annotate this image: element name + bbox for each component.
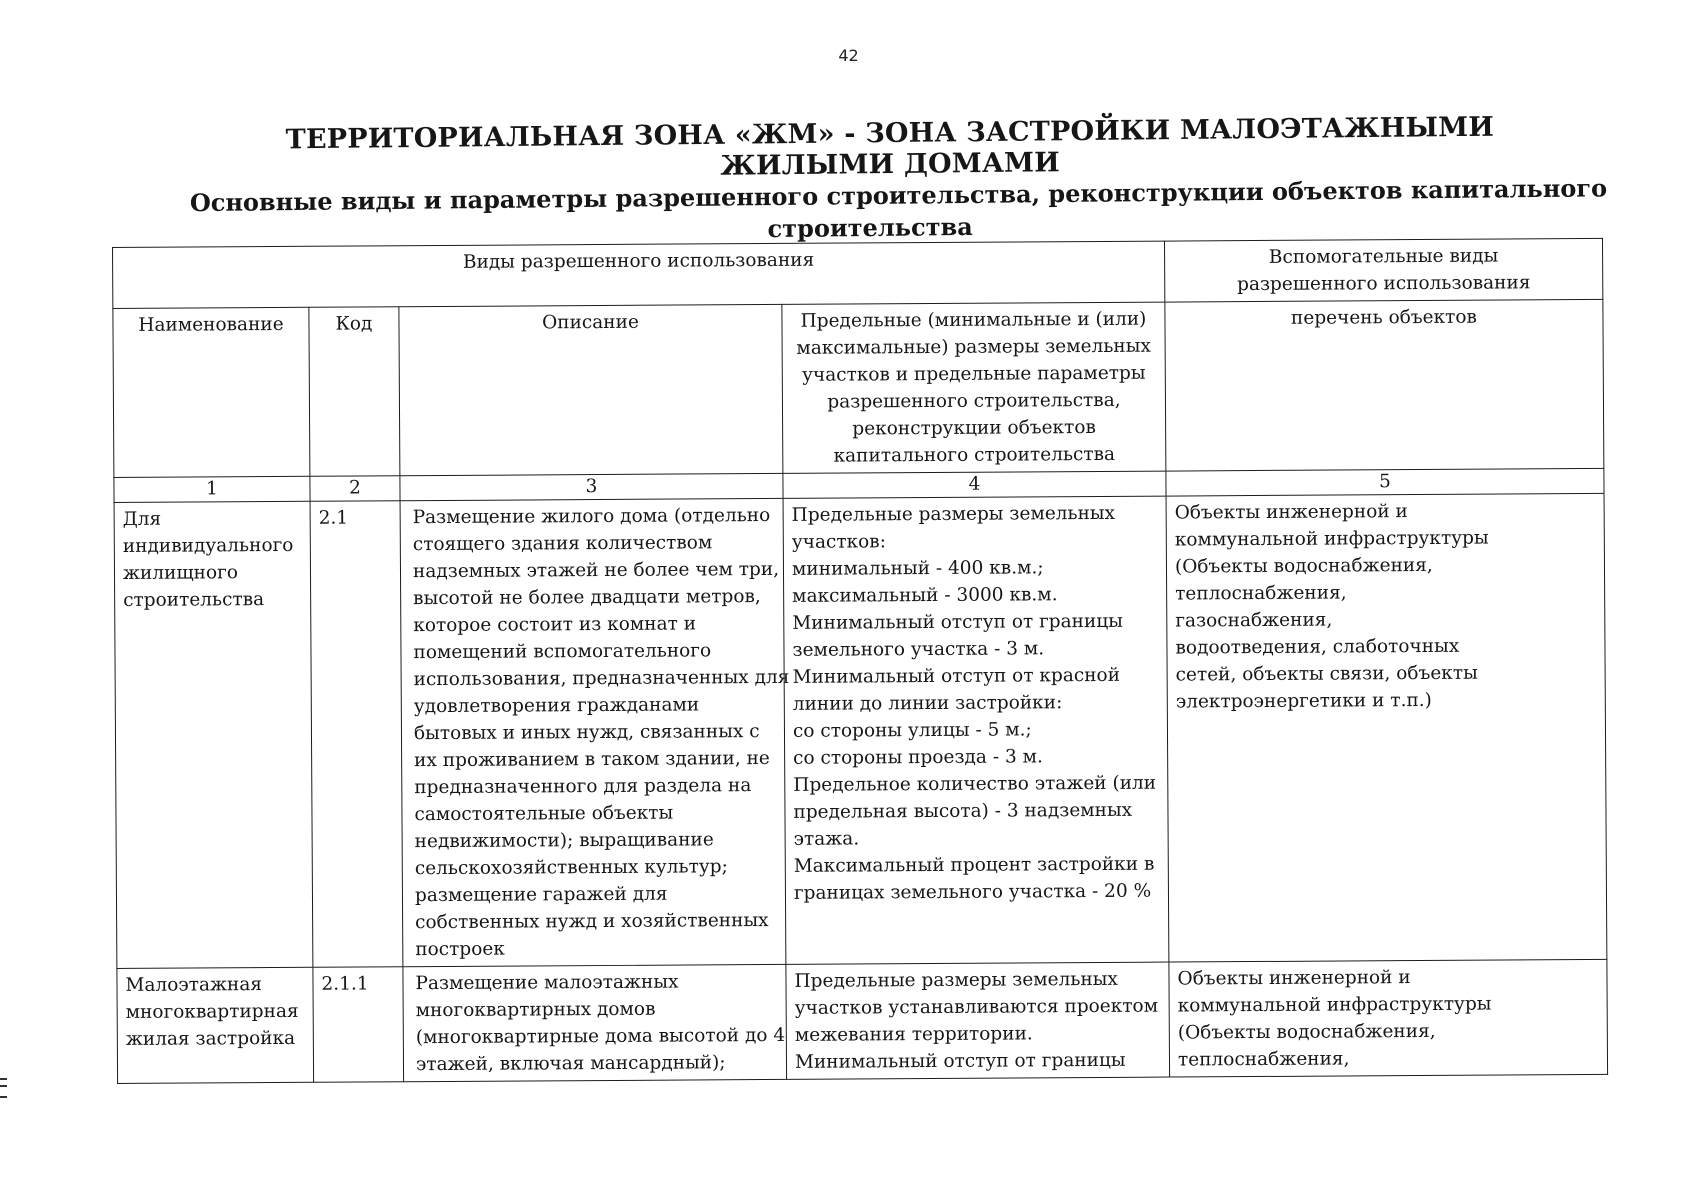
subtitle-line: строительства <box>767 211 973 244</box>
row-aux-cell <box>1169 959 1608 1077</box>
row-limits-line: линии до линии застройки: <box>792 692 1063 715</box>
row-description-cell <box>403 964 787 1081</box>
row-name-cell <box>114 501 313 968</box>
row-name-line: жилая застройка <box>125 1027 296 1050</box>
row-description-line: этажей, включая мансардный); <box>415 1052 726 1076</box>
page-title: ТЕРРИТОРИАЛЬНАЯ ЗОНА «ЖМ» - ЗОНА ЗАСТРОЙКИ МАЛОЭТАЖНЫМИ ЖИЛЫМИ ДОМАМИ <box>285 111 1495 182</box>
column-number: 3 <box>400 473 783 500</box>
group-header-main: Виды разрешенного использования <box>113 241 1165 308</box>
row-limits-line: максимальный - 3000 кв.м. <box>792 584 1058 607</box>
row-limits-line: со стороны улицы - 5 м.; <box>792 719 1032 742</box>
row-limits-line: этажа. <box>793 828 860 850</box>
row-description-cell <box>400 498 790 966</box>
row-description-line: удовлетворения гражданами <box>413 694 700 718</box>
row-description-line: Размещение малоэтажных <box>415 971 679 995</box>
group-header-aux <box>1164 238 1602 302</box>
row-description-line: недвижимости); выращивание <box>414 829 714 853</box>
row-aux-line: электроэнергетики и т.п.) <box>1175 689 1432 713</box>
row-aux-line: газоснабжения, <box>1175 609 1333 632</box>
row-description-line: высотой не более двадцати метров, <box>413 586 761 610</box>
row-description-line: надземных этажей не более чем три, <box>412 558 780 583</box>
row-limits-line: земельного участка - 3 м. <box>792 638 1045 661</box>
row-aux-line: Объекты инженерной и <box>1177 967 1411 990</box>
header-limits-line: капитального строительства <box>833 443 1116 467</box>
column-header-name: Наименование <box>113 307 310 477</box>
row-limits-line: участков: <box>791 531 886 553</box>
row-code-cell: 2.1 <box>310 501 403 968</box>
row-name-line: Для <box>122 508 162 530</box>
row-name-line: жилищного <box>122 562 238 584</box>
column-number: 1 <box>114 476 310 502</box>
row-limits-line: Предельные размеры земельных <box>794 968 1118 992</box>
row-aux-line: сетей, объекты связи, объекты <box>1175 662 1478 686</box>
row-description-line: помещений вспомогательного <box>413 640 712 664</box>
row-name-line: многоквартирная <box>125 1000 299 1023</box>
group-header-aux-line: разрешенного использования <box>1236 272 1531 296</box>
header-limits-line: разрешенного строительства, <box>827 389 1121 413</box>
row-limits-line: Предельные размеры земельных <box>791 502 1116 526</box>
row-description-line: собственных нужд и хозяйственных <box>415 910 769 934</box>
row-aux-line: коммунальной инфраструктуры <box>1177 993 1492 1017</box>
column-header-aux: перечень объектов <box>1165 299 1604 471</box>
row-limits-line: участков устанавливаются проектом <box>794 995 1159 1019</box>
row-description-line: бытовых и иных нужд, связанных с <box>413 721 760 745</box>
row-description-line: (многоквартирные дома высотой до 4 <box>415 1024 786 1049</box>
row-limits-line: Минимальный отступ от границы <box>792 610 1123 634</box>
row-aux-line: теплоснабжения, <box>1177 1048 1350 1071</box>
row-name-cell <box>117 967 314 1083</box>
row-limits-line: Предельное количество этажей (или <box>793 772 1157 796</box>
column-number: 5 <box>1166 468 1604 496</box>
page-number: 42 <box>838 46 859 65</box>
column-number: 2 <box>310 476 400 502</box>
row-limits-line: Минимальный отступ от красной <box>792 664 1121 688</box>
row-name-line: индивидуального <box>122 534 294 557</box>
column-header-limits <box>782 302 1166 473</box>
row-description-line: их проживанием в таком здании, не <box>414 747 770 772</box>
row-description-line: сельскохозяйственных культур; <box>414 856 728 880</box>
header-limits-line: максимальные) размеры земельных <box>796 335 1151 359</box>
row-limits-line: Максимальный процент застройки в <box>793 853 1155 877</box>
row-description-line: построек <box>415 938 505 961</box>
row-description-line: предназначенного для раздела на <box>414 775 752 799</box>
row-description-line: Размещение жилого дома (отдельно <box>412 504 771 529</box>
row-description-line: размещение гаражей для <box>414 883 668 907</box>
group-header-aux-line: Вспомогательные виды <box>1268 245 1499 268</box>
row-limits-cell <box>783 496 1169 964</box>
subtitle-line: Основные виды и параметры разрешенного строительства, реконструкции объектов капитального <box>189 173 1608 218</box>
row-code-cell: 2.1.1 <box>313 967 404 1083</box>
row-name-line: Малоэтажная <box>125 974 263 996</box>
table-row <box>114 493 1607 968</box>
row-description-line: самостоятельные объекты <box>414 802 674 826</box>
row-aux-line: водоотведения, слаботочных <box>1175 635 1460 659</box>
row-description-line: которое состоит из комнат и <box>413 613 697 637</box>
row-limits-line: предельная высота) - 3 надземных <box>793 799 1133 823</box>
row-limits-line: Минимальный отступ от границы <box>794 1049 1126 1073</box>
column-header-description: Описание <box>399 304 783 475</box>
permitted-use-table <box>112 238 1608 1084</box>
row-aux-line: Объекты инженерной и <box>1174 501 1408 524</box>
table-row <box>117 959 1608 1083</box>
row-aux-line: (Объекты водоснабжения, <box>1174 554 1433 578</box>
row-aux-line: коммунальной инфраструктуры <box>1174 527 1489 551</box>
row-limits-cell <box>786 962 1170 1079</box>
row-limits-line: границах земельного участка - 20 % <box>793 880 1152 904</box>
column-number: 4 <box>783 471 1166 498</box>
row-aux-line: теплоснабжения, <box>1175 582 1347 605</box>
row-description-line: стоящего здания количеством <box>412 532 713 556</box>
header-limits-line: Предельные (минимальные и (или) <box>800 308 1147 332</box>
row-description-line: использования, предназначенных для <box>413 666 790 691</box>
row-description-line: многоквартирных домов <box>415 998 656 1022</box>
row-limits-line: минимальный - 400 кв.м.; <box>791 557 1044 580</box>
header-limits-line: реконструкции объектов <box>852 416 1096 440</box>
row-aux-line: (Объекты водоснабжения, <box>1177 1020 1436 1044</box>
column-header-code: Код <box>309 307 400 477</box>
group-header-row <box>113 238 1603 308</box>
row-aux-cell <box>1166 493 1607 962</box>
row-limits-line: межевания территории. <box>794 1023 1033 1046</box>
row-name-line: строительства <box>123 589 265 611</box>
scan-edge-mark <box>0 1078 7 1098</box>
column-header-row <box>113 299 1604 477</box>
row-limits-line: со стороны проезда - 3 м. <box>793 746 1043 769</box>
header-limits-line: участков и предельные параметры <box>801 362 1146 386</box>
